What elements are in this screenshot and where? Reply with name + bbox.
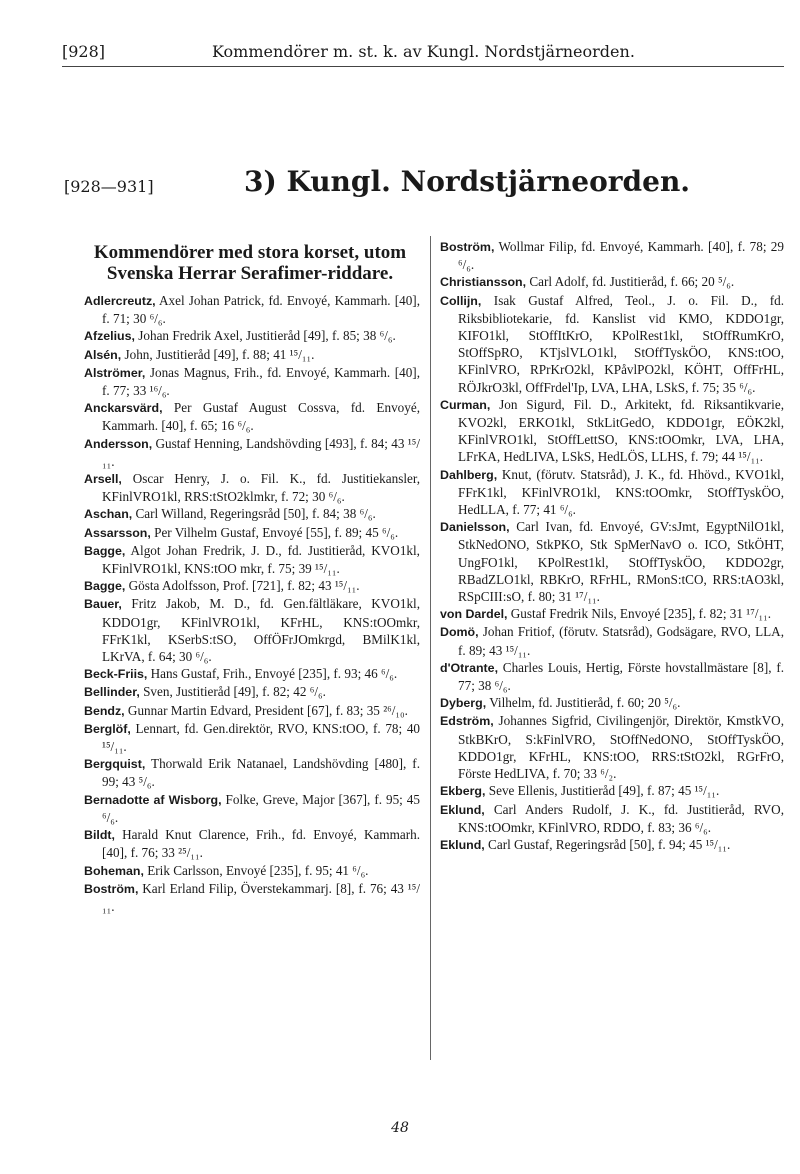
list-item [440,518,784,605]
list-item [440,712,784,782]
entry-name: Bendz, [84,703,125,718]
list-item [440,782,784,800]
entry-details: Axel Johan Patrick, fd. Envoyé, Kammarh. [40], f. 71; 30 ⁶/₆. [102,293,420,327]
entry-details: Gösta Adolfsson, Prof. [721], f. 82; 43 ¹⁵/₁₁. [128,578,360,594]
entry-details: Per Vilhelm Gustaf, Envoyé [55], f. 89; 45 ⁶/₆. [154,524,399,540]
list-item [84,702,420,720]
list-item [440,659,784,694]
entry-name: Domö, [440,625,479,640]
entry-name: Adlercreutz, [84,294,156,308]
entry-details: Erik Carlsson, Envoyé [235], f. 95; 41 ⁶/₆. [147,862,369,878]
list-item [440,836,784,854]
entry-name: Bellinder, [84,685,140,700]
entry-name: Boheman, [84,863,144,878]
left-column [84,238,420,915]
entry-name: Bernadotte af Wisborg, [84,792,222,807]
entry-details: Gustaf Henning, Landshövding [493], f. 84; 43 ¹⁵/₁₁. [102,435,420,469]
list-item [84,791,420,826]
entry-name: Assarsson, [84,525,151,540]
entry-name: Eklund, [440,802,485,817]
list-item [84,505,420,523]
entry-details: Wollmar Filip, fd. Envoyé, Kammarh. [40], f. 78; 29 ⁶/₆. [458,239,784,273]
entry-name: Arsell, [84,472,122,487]
entry-name: von Dardel, [440,607,508,622]
list-item [84,595,420,665]
right-column [440,238,784,854]
entry-details: Knut, (förutv. Statsråd), J. K., fd. Hhövd., KVO1kl, FFrK1kl, KFinlVRO1kl, KNS:tOOmkr, StOffTyskÖO, HedLLA, f. 77; 41 ⁶/₆. [458,466,785,518]
header-rule [62,66,784,67]
entry-name: Edström, [440,714,494,729]
entry-name: Aschan, [84,507,133,522]
entry-details: Algot Johan Fredrik, J. D., fd. Justitieråd, KVO1kl, KFinlVRO1kl, KNS:tOO mkr, f. 75; 39 ¹⁵/₁₁. [102,542,420,577]
list-item [84,683,420,701]
list-item [440,801,784,836]
list-item [440,273,784,291]
entry-details: Jon Sigurd, Fil. D., Arkitekt, fd. Riksantikvarie, KVO2kl, ERKO1kl, StkLitGedO, KDDO1gr, EÖK2kl, KFinlVRO1kl, StOffLettSO, KNS:tOOmkr, LVA, LHA, LFrKA, HedLIVA, LSkS, HedLÖS, LLHS, f. 79; 44 ¹⁵/₁₁. [458,396,785,465]
list-heading: Kommendörer med stora korset, utom Svenska Herrar Serafimer-riddare. [93,242,407,284]
list-item [440,623,784,658]
entry-details: Johan Fredrik Axel, Justitieråd [49], f. 85; 38 ⁶/₆. [138,328,396,344]
list-item [84,524,420,542]
entry-name: Ekberg, [440,784,486,799]
list-item [84,862,420,880]
list-item [84,327,420,345]
entry-name: Dyberg, [440,696,487,711]
entry-details: Folke, Greve, Major [367], f. 95; 45 ⁶/₆. [102,791,420,825]
entry-name: Boström, [440,240,495,254]
list-item [84,542,420,577]
entry-details: Carl Anders Rudolf, J. K., fd. Justitieråd, RVO, KNS:tOOmkr, KFinlVRO, RDDO, f. 83; 36 ⁶/₆. [458,801,784,835]
section-range: [928—931] [64,177,154,196]
entry-name: Bauer, [84,597,122,612]
list-item [84,665,420,683]
list-item [440,396,784,466]
entry-name: Curman, [440,397,491,412]
entry-name: Christiansson, [440,275,527,290]
entry-details: Fritz Jakob, M. D., fd. Gen.fältläkare, KVO1kl, KDDO1gr, KFinlVRO1kl, KFrHL, KNS:tOOmkr, FFrK1kl, KSerbS:tSO, OffÖFrJOmkrgd, BMilK1kl, LKrVA, f. 64; 30 ⁶/₆. [102,596,420,665]
list-item [84,577,420,595]
entry-details: Carl Gustaf, Regeringsråd [50], f. 94; 45 ¹⁵/₁₁. [488,836,731,852]
entry-details: Vilhelm, fd. Justitieråd, f. 60; 20 ⁵/₆. [489,695,681,711]
list-item [84,292,420,327]
entry-name: Bildt, [84,828,115,843]
entry-details: Seve Ellenis, Justitieråd [49], f. 87; 45 ¹⁵/₁₁. [488,783,720,799]
entry-details: Jonas Magnus, Frih., fd. Envoyé, Kammarh. [40], f. 77; 33 ¹⁶/₆. [102,364,420,399]
entry-details: Gunnar Martin Edvard, President [67], f. 83; 35 ²⁶/₁₀. [127,702,408,718]
entry-details: Johannes Sigfrid, Civilingenjör, Direktör, KmstkVO, StkBKrO, S:kFinlVRO, StOffNedONO, StOffTyskÖO, KDDO1gr, KFrHL, KNS:tOO, RRS:tStO2kl, RGrFrO, Förste HedLIVA, f. 70; 33 ⁶/₂. [458,713,784,782]
entry-details: Thorwald Erik Natanael, Landshövding [480], f. 99; 43 ⁵/₆. [102,756,420,790]
entry-details: Carl Willand, Regeringsråd [50], f. 84; 38 ⁶/₆. [135,506,376,522]
entry-details: John, Justitieråd [49], f. 88; 41 ¹⁵/₁₁. [124,346,315,362]
list-item [440,238,784,273]
entry-name: Dahlberg, [440,467,498,482]
list-item [84,346,420,364]
list-item [84,435,420,470]
entry-details: Hans Gustaf, Frih., Envoyé [235], f. 93; 46 ⁶/₆. [150,666,398,682]
entry-name: Afzelius, [84,329,135,344]
list-item [84,720,420,755]
list-item [440,694,784,712]
entry-name: Anckarsvärd, [84,401,163,416]
entry-name: Andersson, [84,436,153,451]
running-head-text: Kommendörer m. st. k. av Kungl. Nordstjärneorden. [212,42,635,61]
entry-details: Gustaf Fredrik Nils, Envoyé [235], f. 82; 31 ¹⁷/₁₁. [510,606,771,622]
list-item [84,364,420,399]
entry-details: Carl Ivan, fd. Envoyé, GV:sJmt, EgyptNilO1kl, StkNedONO, StkPKO, Stk SpMerNavO o. ICO, StkÖHT, UngFO1kl, KPolRest1kl, StOffTyskÖO, KDDO2gr, RBadZLO1kl, RBKrO, RFrHL, RMonS:tCO, RRS:tAO3kl, RSpCIII:sO, f. 80; 31 ¹⁷/₁₁. [458,519,784,605]
list-item [440,605,784,623]
list-item [84,880,420,915]
list-item [84,399,420,434]
left-entry-list [84,292,420,915]
entry-name: Bergquist, [84,757,146,772]
list-item [440,466,784,519]
entry-details: Carl Adolf, fd. Justitieråd, f. 66; 20 ⁵/₆. [529,274,735,290]
entry-details: Karl Erland Filip, Överstekammarj. [8], f. 76; 43 ¹⁵/₁₁. [102,880,420,914]
entry-name: Berglöf, [84,721,131,736]
entry-name: Collijn, [440,293,482,308]
entry-details: Per Gustaf August Cossva, fd. Envoyé, Kammarh. [40], f. 65; 16 ⁶/₆. [102,400,421,434]
entry-details: Oscar Henry, J. o. Fil. K., fd. Justitiekansler, KFinlVRO1kl, RRS:tStO2klmkr, f. 72; 30 ⁶/₆. [102,471,421,505]
page-number: 48 [391,1120,409,1136]
list-item [440,292,784,396]
list-item [84,755,420,790]
entry-details: Sven, Justitieråd [49], f. 82; 42 ⁶/₆. [143,684,326,700]
bracketed-page-label: [928] [62,42,106,61]
entry-name: Danielsson, [440,520,510,535]
entry-details: Isak Gustaf Alfred, Teol., J. o. Fil. D., fd. Riksbibliotekarie, fd. Kanslist vid KMO, KDDO1gr, KIFO1kl, StOffItKrO, KPolRest1kl, StOffRumKrO, StOffSpRO, KTjslVLO1kl, StOffTyskÖO, KNS:tOO, KFinlVRO, RPrKrO2kl, KPåvlPO2kl, KÖHT, OffFrHL, RÖJkrO3kl, OffFrdel'Ip, LVA, LHA, LSkS, f. 75; 35 ⁶/₆. [458,292,784,395]
entry-name: d'Otrante, [440,660,499,675]
entry-details: Lennart, fd. Gen.direktör, RVO, KNS:tOO, f. 78; 40 ¹⁵/₁₁. [102,720,421,755]
entry-name: Bagge, [84,543,126,558]
entry-details: Johan Fritiof, (förutv. Statsråd), Godsägare, RVO, LLA, f. 89; 43 ¹⁵/₁₁. [458,624,784,658]
entry-name: Bagge, [84,579,126,594]
entry-name: Alströmer, [84,365,146,380]
column-divider [430,236,431,1060]
entry-name: Eklund, [440,837,485,852]
list-item [84,470,420,505]
entry-details: Harald Knut Clarence, Frih., fd. Envoyé, Kammarh. [40], f. 76; 33 ²⁵/₁₁. [102,827,420,861]
entry-name: Beck-Friis, [84,667,148,682]
entry-name: Alsén, [84,347,122,362]
right-entry-list [440,238,784,854]
entry-details: Charles Louis, Hertig, Förste hovstallmästare [8], f. 77; 38 ⁶/₆. [458,659,785,694]
list-item [84,826,420,861]
running-header [62,42,758,61]
section-title: 3) Kungl. Nordstjärneorden. [244,165,691,198]
entry-name: Boström, [84,881,139,896]
